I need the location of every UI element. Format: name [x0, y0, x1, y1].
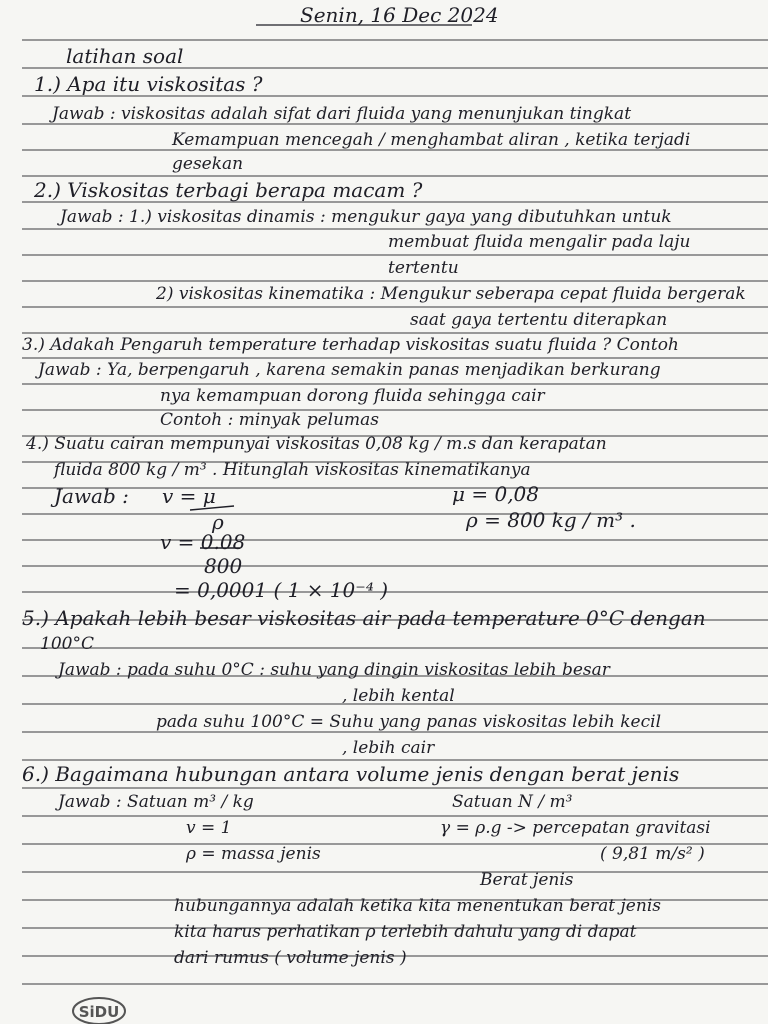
- q6-right-line: γ = ρ.g -> percepatan gravitasi: [440, 818, 711, 838]
- q6-left-line: Jawab : Satuan m³ / kg: [58, 792, 254, 812]
- q1-answer-line: Jawab : viskositas adalah sifat dari fluida yang menunjukan tingkat: [52, 104, 632, 124]
- q6-right-line: Satuan N / m³: [452, 792, 573, 812]
- q6-left-line: v = 1: [186, 818, 232, 838]
- q2-answer-line: saat gaya tertentu diterapkan: [410, 310, 668, 330]
- q5-question-line: 100°C: [40, 634, 94, 654]
- q2-answer-line: membuat fluida mengalir pada laju: [388, 232, 691, 252]
- q5-answer-line: , lebih kental: [342, 686, 455, 706]
- q3-answer-line: nya kemampuan dorong fluida sehingga cair: [160, 386, 545, 406]
- q6-right-line: ( 9,81 m/s² ): [600, 844, 705, 864]
- q4-calc-numerator: v = 0.08: [160, 530, 246, 554]
- q4-given-rho: ρ = 800 kg / m³ .: [466, 508, 636, 532]
- q1-question: 1.) Apa itu viskositas ?: [34, 72, 263, 96]
- q3-question: 3.) Adakah Pengaruh temperature terhadap viskositas suatu fluida ? Contoh: [22, 335, 679, 355]
- q2-answer-line: tertentu: [388, 258, 459, 278]
- q6-conclusion-line: hubungannya adalah ketika kita menentukan berat jenis: [174, 896, 661, 916]
- q4-formula-numerator: v = μ: [162, 484, 216, 508]
- q4-given-mu: μ = 0,08: [452, 482, 540, 506]
- q4-question-line: 4.) Suatu cairan mempunyai viskositas 0,08 kg / m.s dan kerapatan: [26, 434, 607, 454]
- q4-jawab-label: Jawab :: [54, 484, 129, 508]
- q6-left-line: ρ = massa jenis: [186, 844, 321, 864]
- q4-question-line: fluida 800 kg / m³ . Hitunglah viskositas kinematikanya: [54, 460, 531, 480]
- q4-result: = 0,0001 ( 1 × 10⁻⁴ ): [174, 578, 388, 602]
- page-title: latihan soal: [66, 44, 184, 68]
- q5-answer-line: Jawab : pada suhu 0°C : suhu yang dingin viskositas lebih besar: [58, 660, 610, 680]
- q6-conclusion-line: dari rumus ( volume jenis ): [174, 948, 407, 968]
- q6-question: 6.) Bagaimana hubungan antara volume jenis dengan berat jenis: [22, 762, 680, 786]
- q6-right-line: Berat jenis: [480, 870, 574, 890]
- q4-calc-denominator: 800: [204, 554, 243, 578]
- q5-answer-line: pada suhu 100°C = Suhu yang panas viskositas lebih kecil: [156, 712, 662, 732]
- q1-answer-line: gesekan: [172, 154, 244, 174]
- date: Senin, 16 Dec 2024: [300, 3, 499, 27]
- logo-text: SiDU: [78, 1003, 120, 1021]
- q2-question: 2.) Viskositas terbagi berapa macam ?: [34, 178, 423, 202]
- q6-conclusion-line: kita harus perhatikan ρ terlebih dahulu yang di dapat: [174, 922, 637, 942]
- sidu-logo: [70, 994, 128, 1024]
- q4-formula-denominator: ρ: [212, 510, 224, 534]
- q1-answer-line: Kemampuan mencegah / menghambat aliran , ketika terjadi: [172, 130, 691, 150]
- q2-answer-line: Jawab : 1.) viskositas dinamis : mengukur gaya yang dibutuhkan untuk: [60, 207, 672, 227]
- q3-answer-line: Jawab : Ya, berpengaruh , karena semakin panas menjadikan berkurang: [38, 360, 661, 380]
- q2-answer-line: 2) viskositas kinematika : Mengukur seberapa cepat fluida bergerak: [156, 284, 746, 304]
- q3-answer-line: Contoh : minyak pelumas: [160, 410, 379, 430]
- q5-answer-line: , lebih cair: [342, 738, 435, 758]
- q5-question-line: 5.) Apakah lebih besar viskositas air pada temperature 0°C dengan: [22, 606, 706, 630]
